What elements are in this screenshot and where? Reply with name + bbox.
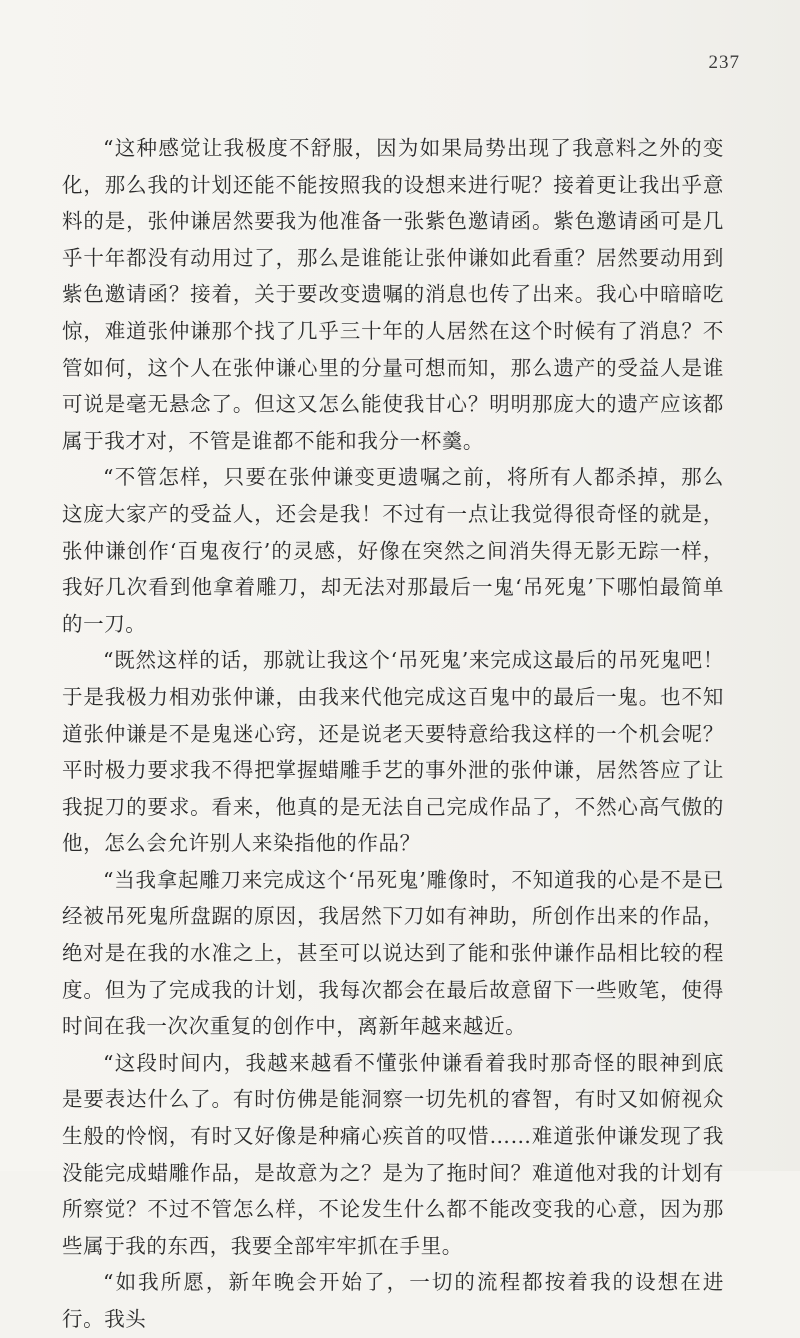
- body-text: [62, 130, 724, 1338]
- paragraph-4: “当我拿起雕刀来完成这个‘吊死鬼’雕像时，不知道我的心是不是已经被吊死鬼所盘踞的原因，我居然下刀如有神助，所创作出来的作品，绝对是在我的水准之上，甚至可以说达到了能和张仲谦作品相比较的程度。但为了完成我的计划，我每次都会在最后故意留下一些败笔，使得时间在我一次次重复的创作中，离新年越来越近。: [62, 867, 724, 1039]
- paragraph-5: “这段时间内，我越来越看不懂张仲谦看着我时那奇怪的眼神到底是要表达什么了。有时仿佛是能洞察一切先机的睿智，有时又如俯视众生般的怜悯，有时又好像是种痛心疾首的叹惜……难道张仲谦发现了我没能完成蜡雕作品，是故意为之？是为了拖时间？难道他对我的计划有所察觉？不过不管怎么样，不论发生什么都不能改变我的心意，因为那些属于我的东西，我要全部牢牢抓在手里。: [62, 1050, 724, 1258]
- paragraph-1: “这种感觉让我极度不舒服，因为如果局势出现了我意料之外的变化，那么我的计划还能不能按照我的设想来进行呢？接着更让我出乎意料的是，张仲谦居然要我为他准备一张紫色邀请函。紫色邀请函可是几乎十年都没有动用过了，那么是谁能让张仲谦如此看重？居然要动用到紫色邀请函？接着，关于要改变遗嘱的消息也传了出来。我心中暗暗吃惊，难道张仲谦那个找了几乎三十年的人居然在这个时候有了消息？不管如何，这个人在张仲谦心里的分量可想而知，那么遗产的受益人是谁可说是毫无悬念了。但这又怎么能使我甘心？明明那庞大的遗产应该都属于我才对，不管是谁都不能和我分一杯羹。: [62, 136, 724, 453]
- page-number: 237: [708, 52, 740, 73]
- paragraph-2: “不管怎样，只要在张仲谦变更遗嘱之前，将所有人都杀掉，那么这庞大家产的受益人，还会是我！不过有一点让我觉得很奇怪的就是，张仲谦创作‘百鬼夜行’的灵感，好像在突然之间消失得无影无踪一样，我好几次看到他拿着雕刀，却无法对那最后一鬼‘吊死鬼’下哪怕最简单的一刀。: [62, 465, 724, 636]
- paragraph-3: “既然这样的话，那就让我这个‘吊死鬼’来完成这最后的吊死鬼吧！于是我极力相劝张仲谦，由我来代他完成这百鬼中的最后一鬼。也不知道张仲谦是不是鬼迷心窍，还是说老天要特意给我这样的一个机会呢？平时极力要求我不得把掌握蜡雕手艺的事外泄的张仲谦，居然答应了让我捉刀的要求。看来，他真的是无法自己完成作品了，不然心高气傲的他，怎么会允许别人来染指他的作品？: [62, 648, 724, 856]
- paragraph-6: “如我所愿，新年晚会开始了，一切的流程都按着我的设想在进行。我头: [62, 1270, 724, 1331]
